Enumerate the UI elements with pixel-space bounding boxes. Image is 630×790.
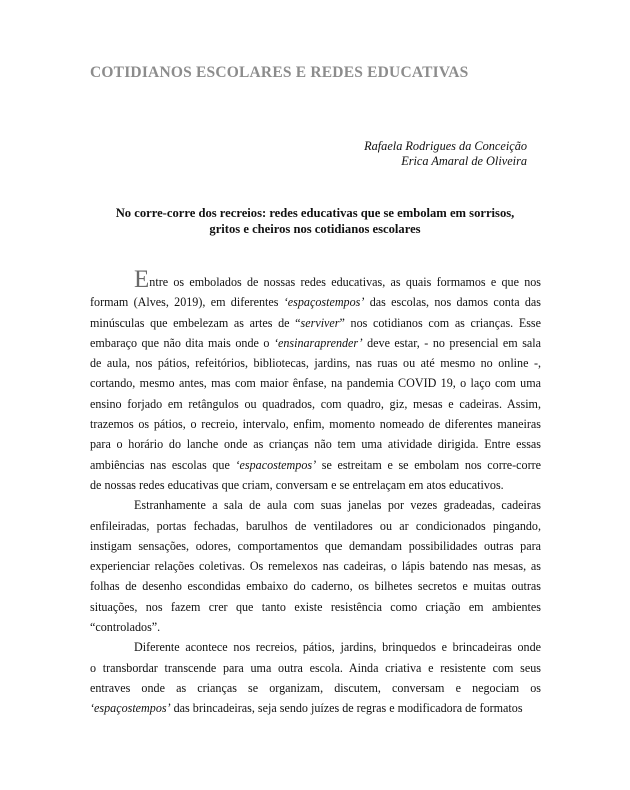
italic-term: ‘espaçostempos’ xyxy=(283,295,365,310)
author-list xyxy=(364,139,527,169)
text-run: Diferente acontece nos recreios, pátios, jardins, brinquedos e brincadeiras onde xyxy=(134,640,541,655)
text-run: deve estar, - no presencial em sala xyxy=(362,335,542,350)
text-run: trazemos os pátios, o recreio, intervalo, enfim, momento nomeado de diferentes maneiras xyxy=(90,417,541,432)
text-run: ambiências nas escolas que xyxy=(90,457,236,472)
text-run: minúsculas que embelezam as artes de “ xyxy=(90,315,301,330)
article-title-line: gritos e cheiros nos cotidianos escolares xyxy=(209,222,421,236)
author-name: Erica Amaral de Oliveira xyxy=(401,154,527,168)
text-line xyxy=(90,698,541,718)
text-run: cortando, mesmo antes, mas com maior ênfase, na pandemia COVID 19, o laço com uma xyxy=(90,376,541,391)
text-line xyxy=(90,495,541,515)
text-line xyxy=(90,266,541,293)
author-name: Rafaela Rodrigues da Conceição xyxy=(364,139,527,153)
text-run: situações, nos fazem crer que tanto existe resistência como criação em ambientes xyxy=(90,599,541,614)
body-text xyxy=(90,268,541,719)
text-line xyxy=(90,313,541,333)
text-run: Estranhamente a sala de aula com suas janelas por vezes gradeadas, cadeiras xyxy=(134,498,541,513)
text-line xyxy=(90,658,541,678)
text-run: para o horário do lanche onde as crianças não tem uma atividade dirigida. Entre essas xyxy=(90,437,541,452)
text-run: enfileiradas, portas fechadas, barulhos de ventiladores ou ar condicionados pingando, xyxy=(90,518,541,533)
text-run: das brincadeiras, seja sendo juízes de regras e modificadora de formatos xyxy=(170,701,523,716)
text-line xyxy=(90,394,541,414)
text-line xyxy=(90,455,541,475)
text-line xyxy=(90,536,541,556)
text-run: experienciar relações coletivas. Os remelexos nas cadeiras, o lápis batendo nas mesas, as xyxy=(90,559,541,574)
text-line xyxy=(90,292,541,312)
text-run: instigam sensações, odores, comportamentos que demandam possibilidades outras para xyxy=(90,538,541,553)
text-run: se estreitam e se embolam nos corre-corre xyxy=(316,457,541,472)
text-run: das escolas, nos damos conta das xyxy=(364,295,541,310)
text-line xyxy=(90,475,541,495)
italic-term: ‘espacostempos’ xyxy=(235,457,317,472)
text-line xyxy=(90,637,541,657)
italic-term: serviver xyxy=(300,315,340,330)
text-line xyxy=(90,353,541,373)
text-line xyxy=(90,414,541,434)
body-paragraph xyxy=(90,637,541,718)
text-line xyxy=(90,597,541,617)
text-line xyxy=(90,373,541,393)
text-run: formam (Alves, 2019), em diferentes xyxy=(90,295,284,310)
text-line xyxy=(90,516,541,536)
body-paragraph xyxy=(90,495,541,637)
text-run: ntre os embolados de nossas redes educativas, as quais formamos e que nos xyxy=(149,275,541,289)
text-run: ensino forjado em retângulos ou quadrados, com quadro, giz, mesas e cadeiras. Assim, xyxy=(90,396,541,411)
italic-term: ‘espaçostempos’ xyxy=(90,701,171,716)
body-paragraph xyxy=(90,268,541,495)
text-line xyxy=(90,333,541,353)
text-run: ” nos cotidianos com as crianças. Esse xyxy=(339,315,541,330)
article-title xyxy=(60,205,570,237)
text-run: embaraço que não dita mais onde o xyxy=(90,335,274,350)
drop-cap: E xyxy=(134,266,150,293)
text-line xyxy=(90,556,541,576)
text-line xyxy=(90,617,541,637)
text-line xyxy=(90,576,541,596)
text-run: folhas de desenho escondidas embaixo do caderno, os bilhetes secretos e muitas outras xyxy=(90,579,541,594)
text-run: entraves onde as crianças se organizam, discutem, conversam e negociam os xyxy=(90,680,541,695)
italic-term: ‘ensinaraprender’ xyxy=(273,335,363,350)
text-run: de nossas redes educativas que criam, conversam e se entrelaçam em atos educativos. xyxy=(90,477,504,492)
text-run: “controlados”. xyxy=(90,620,161,635)
article-title-line: No corre-corre dos recreios: redes educativas que se embolam em sorrisos, xyxy=(115,206,515,220)
journal-header: COTIDIANOS ESCOLARES E REDES EDUCATIVAS xyxy=(90,64,469,81)
text-run: o transbordar transcende para uma outra escola. Ainda criativa e resistente com seus xyxy=(90,660,541,675)
text-line xyxy=(90,678,541,698)
text-run: de aula, nos pátios, refeitórios, bibliotecas, jardins, nas ruas ou até mesmo no online -, xyxy=(90,356,541,371)
text-line xyxy=(90,434,541,454)
